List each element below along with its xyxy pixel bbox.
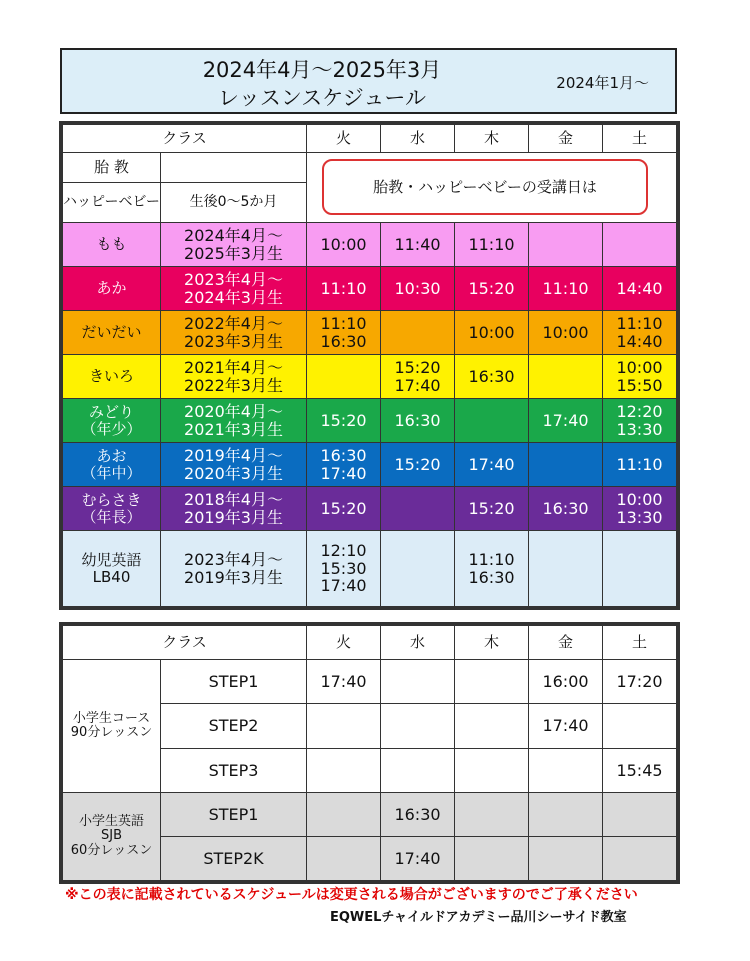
lesson-time: 11:10 — [307, 267, 381, 311]
taikyo-label: 胎 教 — [63, 153, 161, 183]
step-time: 17:40 — [529, 704, 603, 749]
notice-box: 胎教・ハッピーベビーの受講日は — [322, 159, 648, 215]
step-time: 17:40 — [307, 660, 381, 704]
lesson-time: 15:20 17:40 — [381, 355, 455, 399]
lesson-time — [529, 531, 603, 607]
lesson-time — [603, 223, 677, 267]
step-time — [529, 749, 603, 793]
lesson-time: 15:20 — [455, 487, 529, 531]
step-label: STEP3 — [161, 749, 307, 793]
class-row — [63, 267, 677, 311]
happy-baby-label: ハッピーベビー — [63, 183, 161, 223]
lesson-time: 15:20 — [307, 487, 381, 531]
class-row — [63, 355, 677, 399]
step-time: 15:45 — [603, 749, 677, 793]
step-time — [307, 749, 381, 793]
birth-range: 2018年4月～ 2019年3月生 — [161, 487, 307, 531]
lesson-time: 16:30 — [455, 355, 529, 399]
header2-tue: 火 — [307, 626, 381, 660]
class-name: みどり （年少） — [63, 399, 161, 443]
step-time: 16:00 — [529, 660, 603, 704]
elementary-schedule-table — [62, 625, 677, 881]
lesson-time: 12:20 13:30 — [603, 399, 677, 443]
birth-range: 2024年4月～ 2025年3月生 — [161, 223, 307, 267]
lesson-time — [529, 443, 603, 487]
class-row — [63, 443, 677, 487]
header-sat: 土 — [603, 125, 677, 153]
lesson-time: 11:10 16:30 — [307, 311, 381, 355]
title-since: 2024年1月～ — [556, 74, 649, 92]
step-rows — [63, 660, 677, 881]
step-time — [307, 793, 381, 837]
lesson-time: 15:20 — [307, 399, 381, 443]
header2-sat: 土 — [603, 626, 677, 660]
lesson-time — [529, 223, 603, 267]
lesson-time: 10:30 — [381, 267, 455, 311]
class-row — [63, 399, 677, 443]
lesson-time: 11:10 — [529, 267, 603, 311]
step-time — [307, 704, 381, 749]
step-time — [381, 704, 455, 749]
lesson-time: 15:20 — [455, 267, 529, 311]
title-period: 2024年4月～2025年3月 — [202, 58, 442, 82]
step-time — [603, 837, 677, 881]
class-rows — [63, 223, 677, 607]
lesson-time — [529, 355, 603, 399]
lesson-time: 10:00 — [529, 311, 603, 355]
birth-range: 2021年4月～ 2022年3月生 — [161, 355, 307, 399]
group-elementary-english: 小学生英語 SJB 60分レッスン — [63, 793, 161, 881]
step-label: STEP2K — [161, 837, 307, 881]
lesson-time — [381, 311, 455, 355]
step-time — [455, 660, 529, 704]
header2-fri: 金 — [529, 626, 603, 660]
class-row — [63, 487, 677, 531]
lesson-time: 11:10 14:40 — [603, 311, 677, 355]
step-time: 16:30 — [381, 793, 455, 837]
lesson-time: 16:30 — [529, 487, 603, 531]
birth-range: 2022年4月～ 2023年3月生 — [161, 311, 307, 355]
lesson-time — [455, 399, 529, 443]
step-time — [529, 793, 603, 837]
title-schedule: レッスンスケジュール — [218, 86, 426, 110]
class-name: あか — [63, 267, 161, 311]
lesson-time: 11:40 — [381, 223, 455, 267]
group-elementary-course: 小学生コース 90分レッスン — [63, 660, 161, 793]
step-time — [381, 660, 455, 704]
step-time — [455, 793, 529, 837]
lesson-time: 17:40 — [529, 399, 603, 443]
step-time — [603, 704, 677, 749]
step-row — [63, 793, 677, 837]
lesson-time: 11:10 — [603, 443, 677, 487]
class-name: きいろ — [63, 355, 161, 399]
birth-range: 2020年4月～ 2021年3月生 — [161, 399, 307, 443]
header-tue: 火 — [307, 125, 381, 153]
step-label: STEP2 — [161, 704, 307, 749]
class-name: 幼児英語 LB40 — [63, 531, 161, 607]
lesson-time: 11:10 16:30 — [455, 531, 529, 607]
lesson-time — [381, 531, 455, 607]
class-name: もも — [63, 223, 161, 267]
step-time — [455, 837, 529, 881]
step-time — [529, 837, 603, 881]
lesson-time: 16:30 — [381, 399, 455, 443]
header-fri: 金 — [529, 125, 603, 153]
lesson-time: 17:40 — [455, 443, 529, 487]
step-label: STEP1 — [161, 660, 307, 704]
step-time — [455, 749, 529, 793]
step-time — [603, 793, 677, 837]
class-name: あお （年中） — [63, 443, 161, 487]
birth-range: 2019年4月～ 2020年3月生 — [161, 443, 307, 487]
step-time — [455, 704, 529, 749]
step-time — [307, 837, 381, 881]
lesson-time: 10:00 — [307, 223, 381, 267]
step-label: STEP1 — [161, 793, 307, 837]
title-box — [60, 48, 677, 114]
lesson-time: 10:00 — [455, 311, 529, 355]
school-name: EQWELチャイルドアカデミー品川シーサイド教室 — [330, 910, 627, 925]
step-time: 17:40 — [381, 837, 455, 881]
step-time — [381, 749, 455, 793]
lesson-time — [381, 487, 455, 531]
birth-range: 2023年4月～ 2019年3月生 — [161, 531, 307, 607]
class-row — [63, 531, 677, 607]
caution-text: ※この表に記載されているスケジュールは変更される場合がございますのでご了承ください — [65, 887, 638, 903]
class-row — [63, 223, 677, 267]
lesson-time: 16:30 17:40 — [307, 443, 381, 487]
birth-range: 2023年4月～ 2024年3月生 — [161, 267, 307, 311]
lesson-time — [307, 355, 381, 399]
header-thu: 木 — [455, 125, 529, 153]
lesson-time: 10:00 15:50 — [603, 355, 677, 399]
header2-class: クラス — [63, 626, 307, 660]
header2-thu: 木 — [455, 626, 529, 660]
step-time: 17:20 — [603, 660, 677, 704]
lesson-time — [603, 531, 677, 607]
header2-wed: 水 — [381, 626, 455, 660]
lesson-time: 14:40 — [603, 267, 677, 311]
step-row — [63, 660, 677, 704]
happy-baby-age: 生後0～5か月 — [161, 183, 307, 223]
lesson-time: 10:00 13:30 — [603, 487, 677, 531]
header-class: クラス — [63, 125, 307, 153]
class-row — [63, 311, 677, 355]
lesson-time: 12:10 15:30 17:40 — [307, 531, 381, 607]
class-name: だいだい — [63, 311, 161, 355]
class-name: むらさき （年長） — [63, 487, 161, 531]
header-wed: 水 — [381, 125, 455, 153]
lesson-time: 15:20 — [381, 443, 455, 487]
lesson-time: 11:10 — [455, 223, 529, 267]
